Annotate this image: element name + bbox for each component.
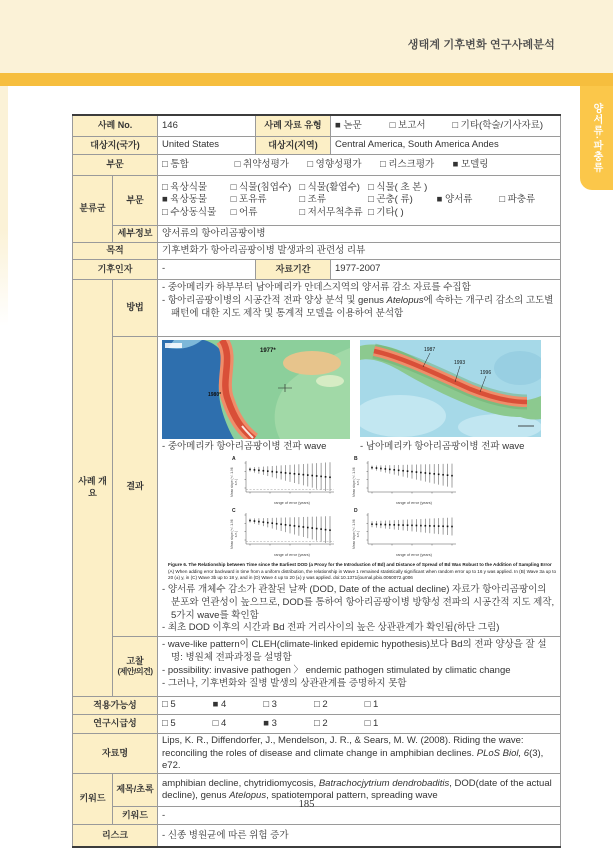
row-urgency	[73, 715, 561, 734]
scatter-plot-c	[230, 508, 344, 558]
row-case-no	[73, 115, 561, 137]
page-number: 185	[298, 799, 315, 810]
value-doc-type	[331, 115, 561, 137]
label-applicability: 적용가능성	[73, 697, 158, 715]
value-reference	[158, 734, 561, 774]
checkbox-item: □ 조류	[299, 194, 327, 206]
plot-xlabel: range of error (years)	[396, 553, 432, 558]
row-purpose	[73, 243, 561, 260]
plot-letter: D	[354, 508, 358, 515]
checkbox-item: □ 보고서	[389, 119, 426, 131]
discussion-bullet: - possibility: invasive pathogen 〉 endemic pathogen stimulated by climatic change	[162, 664, 511, 676]
label-taxon-bumun: 부문	[113, 176, 158, 226]
checkbox-item: □ 3	[263, 699, 277, 711]
case-table	[72, 114, 561, 848]
value-applicability	[158, 697, 561, 715]
row-taxon-detail	[73, 226, 561, 243]
value-target-country: United States	[158, 137, 256, 155]
value-purpose: 기후변화가 항아리곰팡이병 발생과의 관련성 리뷰	[158, 243, 561, 260]
map-right-central-america	[360, 340, 541, 437]
value-data-period: 1977-2007	[331, 260, 561, 280]
checkbox-item: □ 1	[364, 717, 379, 729]
checkbox-item: □ 식물( 초 본 )	[367, 181, 428, 193]
checkbox-item: □ 어류	[230, 206, 258, 218]
row-result	[73, 337, 561, 637]
error-bar-plots	[230, 456, 556, 558]
method-bullet	[162, 295, 556, 321]
label-doc-type: 사례 자료 유형	[256, 115, 331, 137]
label-reference: 자료명	[73, 734, 158, 774]
label-data-period: 자료기간	[256, 260, 331, 280]
checkbox-item: □ 기타( )	[367, 206, 404, 218]
value-result	[158, 337, 561, 637]
checkbox-item: □ 식물(침엽수)	[230, 181, 292, 193]
value-case-no: 146	[158, 115, 256, 137]
label-result: 결과	[113, 337, 158, 637]
reference-journal: PLoS Biol, 6	[476, 747, 530, 759]
checkbox-item: □ 리스크평가	[379, 158, 435, 170]
checkbox-item: □ 영향성평가	[307, 158, 362, 170]
row-climate-factor	[73, 260, 561, 280]
reference-text: Lips, K. R., Diffendorfer, J., Mendelson, J. R., & Sears, M. W. (2008). Riding the wave: reconciling the roles of disease and climate change in amphibian declines.	[162, 735, 524, 759]
keyword-text: , DOD(date of the actual decline), genus	[162, 777, 552, 802]
map-left-south-america	[162, 340, 350, 439]
checkbox-item: ■ 모델링	[452, 158, 489, 170]
page-title: 생태계 기후변화 연구사례분석	[407, 39, 555, 51]
label-climate-factor: 기후인자	[73, 260, 158, 280]
value-method	[158, 280, 561, 337]
row-discussion	[73, 637, 561, 697]
figure-caption-doi: doi:10.1371/journal.pbio.0060072.g006	[333, 574, 413, 580]
map-year-label: 1996	[480, 370, 492, 376]
label-urgency: 연구시급성	[73, 715, 158, 734]
row-reference	[73, 734, 561, 774]
plot-ylabel: Mean slope (+/- 1.96 s.e.)	[229, 467, 239, 498]
checkbox-item: □ 5	[162, 699, 176, 711]
checkbox-item: □ 식물(활엽수)	[299, 181, 360, 193]
label-taxon: 분류군	[73, 176, 113, 243]
checkbox-item: □ 5	[162, 717, 176, 729]
map-year-label: 1977*	[260, 348, 276, 354]
plot-ylabel: Mean slope (+/- 1.96 s.e.)	[351, 519, 361, 550]
checkbox-item: □ 2	[313, 717, 328, 729]
plot-ylabel: Mean slope (+/- 1.96 s.e.)	[351, 467, 361, 498]
checkbox-item: □ 저서무척추류	[299, 206, 363, 218]
label-method: 방법	[113, 280, 158, 337]
scatter-plot-a	[230, 456, 344, 506]
checkbox-item: ■ 육상동물	[162, 194, 208, 206]
species-name: Atelopus	[386, 294, 424, 306]
plot-letter: A	[232, 456, 236, 463]
keyword-text: , spatiotemporal pattern, spreading wave	[266, 790, 438, 802]
checkbox-item: ■ 양서류	[436, 194, 473, 206]
plot-xlabel: range of error (years)	[274, 553, 310, 558]
result-bullet: - 양서류 개체수 감소가 관찰된 날짜 (DOD, Date of the actual decline) 자료가 항아리곰팡이의 분포와 연관성이 높으므로, DOD를 통하여 항아리곰팡이병 방향성 전파의 시공간적 지도 제작, 5가지 wave를 확인함	[162, 583, 555, 621]
discussion-bullet: - 그러나, 기후변화와 질병 발생의 상관관계를 증명하지 못함	[162, 677, 407, 689]
map-year-label: 1980*	[208, 392, 222, 398]
plot-xlabel: range of error (years)	[396, 501, 432, 506]
plot-ylabel: Mean slope (+/- 1.96 s.e.)	[229, 519, 239, 550]
label-keyword: 키워드	[113, 807, 158, 825]
label-overview: 사례 개요	[73, 280, 113, 697]
plot-xlabel: range of error (years)	[274, 501, 310, 506]
label-discussion	[113, 637, 158, 697]
checkbox-item: □ 통합	[162, 158, 189, 170]
left-margin-strip	[0, 86, 8, 326]
value-sector	[158, 155, 561, 176]
result-bullet: - 최초 DOD 이후의 시간과 Bd 전파 거리사이의 높은 상관관계가 확인됨(하단 그림)	[162, 622, 500, 634]
discussion-bullet: - wave-like pattern이 CLEH(climate-linked epidemic hypothesis)보다 Bd의 전파 양상을 잘 설명: 병원체 전파과정을 설명함	[162, 639, 547, 663]
row-method	[73, 280, 561, 337]
value-risk: - 신종 병원균에 따른 위험 증가	[158, 825, 561, 848]
map-left-caption: - 중아메리카 항아리곰팡이병 전파 wave	[162, 441, 327, 452]
checkbox-item: ■ 3	[263, 717, 277, 729]
value-climate-factor: -	[158, 260, 256, 280]
label-risk: 리스크	[73, 825, 158, 848]
map-right-caption: - 남아메리카 항아리곰팡이병 전파 wave	[360, 441, 525, 452]
checkbox-item: ■ 4	[212, 699, 227, 711]
checkbox-item: ■ 논문	[335, 119, 362, 131]
label-target-country: 대상지(국가)	[73, 137, 158, 155]
figure-caption	[168, 562, 556, 581]
row-sector	[73, 155, 561, 176]
map-captions	[162, 441, 556, 453]
checkbox-item: □ 4	[212, 717, 227, 729]
figure-caption-title: Figure 6. The Relationship between Time since the Earliest DOD (a Proxy for the Introduction of Bd) and Distance of Spread of Bd Was Robust to the Addition of Sampling Error	[168, 562, 552, 568]
label-discussion-line1: 고찰	[126, 655, 144, 666]
value-taxon-detail: 양서류의 항아리곰팡이병	[158, 226, 561, 243]
reference-text: (3), e72.	[162, 747, 544, 771]
row-risk	[73, 825, 561, 848]
method-bullet: - 중아메리카 하부부터 남아메리카 안데스지역의 양서류 감소 자료를 수집함	[162, 282, 471, 293]
side-tab-amphibians-reptiles: 양서류·파충류	[580, 86, 613, 190]
result-maps	[162, 340, 556, 439]
plot-letter: C	[232, 508, 236, 515]
value-target-region: Central America, South America Andes	[331, 137, 561, 155]
checkbox-item: □ 포유류	[230, 194, 267, 206]
label-title-abstract: 제목/초록	[113, 774, 158, 807]
checkbox-item: □ 육상식물	[162, 181, 208, 193]
figure-caption-body: (A) When adding error backward in time from a uniform distribution, the relationship in Wave 1 remained statistically significant when random error up to 16 y was applied. In (B) Wave 3a up to 20 (±) y, in (C) Wave 3b up to 18 y, and in (D) Wave 4 up to 20 (±) y was applied.	[168, 568, 557, 580]
checkbox-item: □ 2	[313, 699, 328, 711]
row-taxon-bumun	[73, 176, 561, 226]
scatter-plot-b	[352, 456, 466, 506]
value-urgency	[158, 715, 561, 734]
value-keyword: -	[158, 807, 561, 825]
map-year-label: 1993	[454, 360, 466, 366]
species-name: Batrachocjytrium dendrobaditis	[318, 777, 450, 789]
checkbox-item: □ 기타(학술/기사자료)	[452, 119, 544, 131]
plot-letter: B	[354, 456, 358, 463]
row-applicability	[73, 697, 561, 715]
species-name: Atelopus	[229, 790, 267, 802]
label-target-region: 대상지(지역)	[256, 137, 331, 155]
row-target	[73, 137, 561, 155]
value-discussion	[158, 637, 561, 697]
label-discussion-line2: (제안/의견)	[117, 667, 153, 677]
label-keywords: 키워드	[73, 774, 113, 825]
checkbox-item: □ 파충류	[499, 194, 536, 206]
method-bullet-text: - 항아리곰팡이병의 시공간적 전파 양상 분석 및 genus	[162, 294, 387, 306]
label-sector: 부문	[73, 155, 158, 176]
label-taxon-detail: 세부정보	[113, 226, 158, 243]
map-year-label: 1987	[424, 347, 436, 353]
checkbox-item: □ 1	[364, 699, 379, 711]
label-purpose: 목적	[73, 243, 158, 260]
checkbox-item: □ 곤충( 류)	[367, 194, 413, 206]
checkbox-item: □ 취약성평가	[234, 158, 289, 170]
orange-divider-bar	[0, 73, 613, 86]
keyword-text: amphibian decline, chytridiomycosis,	[162, 777, 319, 789]
checkbox-item: □ 수상동식물	[162, 206, 217, 218]
scatter-plot-d	[352, 508, 466, 558]
method-bullet-text: 에 속하는 개구리 감소의 고도별 패턴에 대한 지도 제작 및 통계적 모델을 이용하여 분석함	[171, 294, 554, 319]
label-case-no: 사례 No.	[73, 115, 158, 137]
value-taxon-bumun	[158, 176, 561, 226]
